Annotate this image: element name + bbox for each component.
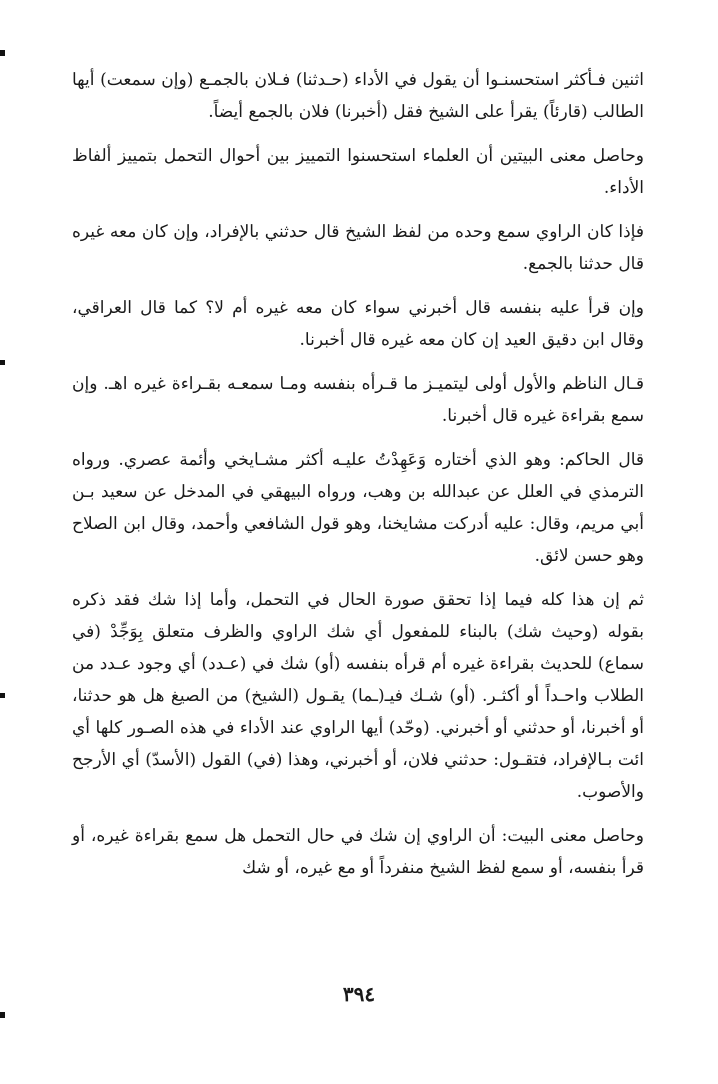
- paragraph-3: فإذا كان الراوي سمع وحده من لفظ الشيخ قال حدثني بالإفراد، وإن كان معه غيره قال حدثنا بالجمع.: [72, 222, 644, 274]
- paragraph-6: قال الحاكم: وهو الذي أختاره وَعَهِدْتُ عليـه أكثر مشـايخي وأئمة عصري. ورواه الترمذي في العلل عن عبدالله بن وهب، ورواه البيهقي في المدخل عن سعيد بـن أبي مريم، وقال: عليه أدركت مشايخنا، وهو قول الشافعي وأحمد، وقال ابن الصلاح وهو حسن لائق.: [72, 450, 644, 566]
- page-number: ٣٩٤: [342, 982, 376, 1006]
- paragraph-8: وحاصل معنى البيت: أن الراوي إن شك في حال التحمل هل سمع بقراءة غيره، أو قرأ بنفسه، أو سمع لفظ الشيخ منفرداً أو مع غيره، أو شك: [72, 826, 644, 878]
- page-body-text: [72, 64, 644, 896]
- paragraph-1: اثنين فـأكثر استحسنـوا أن يقول في الأداء (حـدثنا) فـلان بالجمـع (وإن سمعت) أيها الطالب (قارئاً) يقرأ على الشيخ فقل (أخبرنا) فلان بالجمع أيضاً.: [72, 70, 644, 122]
- scan-edge-mark: [0, 1012, 5, 1018]
- paragraph-7: ثم إن هذا كله فيما إذا تحقق صورة الحال في التحمل، وأما إذا شك فقد ذكره بقوله (وحيث شك) بالبناء للمفعول أي شك الراوي والظرف متعلق بِوَجِّدْ (في سماع) للحديث بقراءة غيره أم قرأه بنفسه (أو) شك في (عـدد) أي وجود عـدد من الطلاب واحـداً أو أكثـر. (أو) شـك فيـ(ـما) يقـول (الشيخ) من الصيغ هل هو حدثنا، أو أخبرنا، أو حدثني أو أخبرني. (وحّد) أيها الراوي عند الأداء في هذه الصـور كلها أي ائت بـالإفراد، فتقـول: حدثني فلان، أو أخبرني، وهذا (في) القول (الأسدّ) أي الأرجح والأصوب.: [72, 590, 644, 802]
- scan-edge-mark: [0, 693, 5, 698]
- scan-edge-mark: [0, 50, 5, 56]
- scan-edge-mark: [0, 360, 5, 365]
- paragraph-4: وإن قرأ عليه بنفسه قال أخبرني سواء كان معه غيره أم لا؟ كما قال العراقي، وقال ابن دقيق العيد إن كان معه غيره قال أخبرنا.: [72, 298, 644, 350]
- paragraph-2: وحاصل معنى البيتين أن العلماء استحسنوا التمييز بين أحوال التحمل بتمييز ألفاظ الأداء.: [72, 146, 644, 198]
- paragraph-5: قـال الناظم والأول أولى ليتميـز ما قـرأه بنفسه ومـا سمعـه بقـراءة غيره اهـ. وإن سمع بقراءة غيره قال أخبرنا.: [72, 374, 644, 426]
